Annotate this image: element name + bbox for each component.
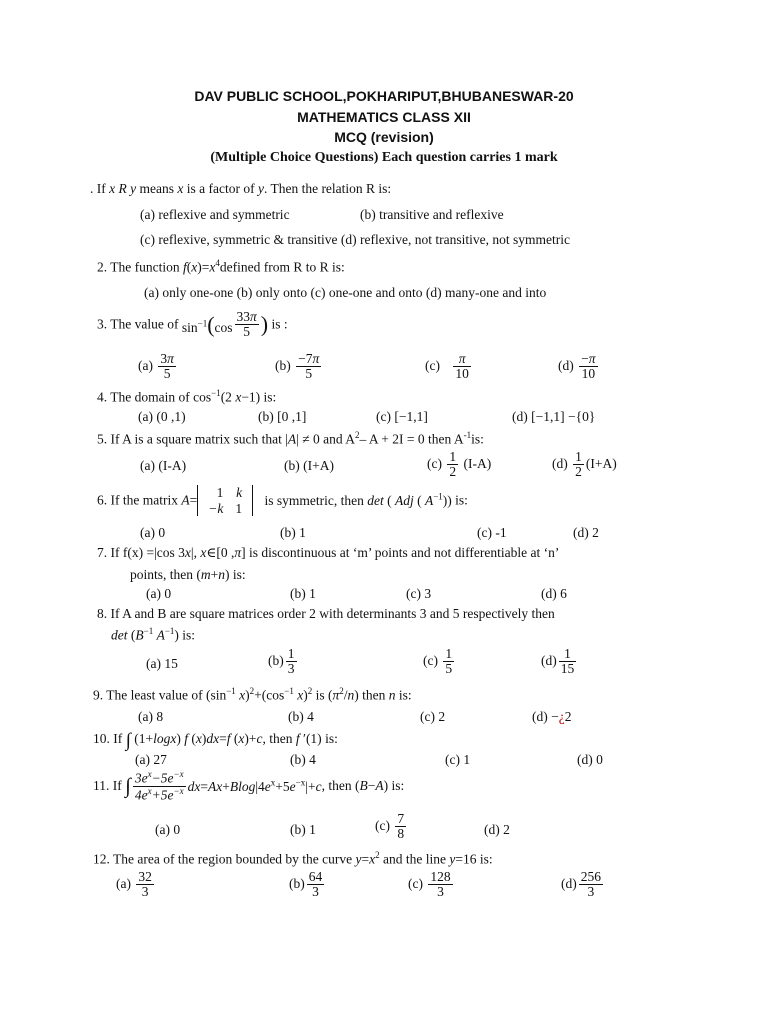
q8-option-c[interactable]: (c) $\frac{1}{5}$ <box>423 646 453 677</box>
q7-option-b[interactable]: (b) 1 <box>290 586 316 601</box>
q5-option-c[interactable]: (c) $\frac{1}{2}$ (I-A) <box>427 449 492 480</box>
q11-option-d[interactable]: (d) 2 <box>484 822 510 837</box>
q4-option-c[interactable]: (c) [−1,1] <box>376 409 428 424</box>
q8-option-b[interactable]: (b) $\frac{1}{3}$ <box>268 646 295 677</box>
q2-options[interactable]: (a) only one-one (b) only onto (c) one-one and onto (d) many-one and into <box>144 285 547 300</box>
q5-option-a[interactable]: (a) (I-A) <box>140 458 187 473</box>
q6-option-d[interactable]: (d) 2 <box>573 525 599 540</box>
q7-option-d[interactable]: (d) 6 <box>541 586 567 601</box>
question-3: 3. The value of $\sin^{-1}(\cos$ $\frac{33\pi}{5}$ ) is : <box>97 309 288 340</box>
q3-option-a[interactable]: (a) $\frac{3\pi}{5}$ <box>138 351 174 382</box>
question-2: 2. The function $f(x)=x^4defined$ from R to R is: <box>97 258 345 275</box>
q10-option-d[interactable]: (d) 0 <box>577 752 603 767</box>
q10-option-a[interactable]: (a) 27 <box>135 752 167 767</box>
question-6: 6. If the matrix A= 1 k −k 1 is symmetric, then det ( Adj ( $A^{-1}$)) is: <box>97 485 468 516</box>
question-10: 10. If ∫ (1+logx) f (x)dx=f (x)+c, then f ′(1) is: <box>93 730 338 751</box>
q7-option-c[interactable]: (c) 3 <box>406 586 432 601</box>
instructions: (Multiple Choice Questions) Each question carries 1 mark <box>210 150 558 165</box>
question-11: 11. If ∫ $\frac{3e^x-5e^{-x}}{4e^x+5e^{-x}}$ $dx=Ax+Blog|4e^x+5e^{-x}|+c$, then (B−A) is: <box>93 769 405 803</box>
q1-option-b[interactable]: (b) transitive and reflexive <box>360 207 504 222</box>
q10-option-c[interactable]: (c) 1 <box>445 752 471 767</box>
q11-option-a[interactable]: (a) 0 <box>155 822 181 837</box>
q12-option-d[interactable]: (d) $\frac{256}{3}$ <box>561 869 601 900</box>
test-title: MCQ (revision) <box>334 129 434 145</box>
q6-option-b[interactable]: (b) 1 <box>280 525 306 540</box>
q11-option-b[interactable]: (b) 1 <box>290 822 316 837</box>
q3-option-c[interactable]: (c) $\frac{\pi}{10}$ <box>425 351 469 382</box>
question-5: 5. If A is a square matrix such that |A| ≠ 0 and $A^2-$ A + 2I = 0 then $A^{-1}is$: <box>97 430 484 447</box>
q7-option-a[interactable]: (a) 0 <box>146 586 172 601</box>
q1-options-cd[interactable]: (c) reflexive, symmetric & transitive (d) reflexive, not transitive, not symmetric <box>140 232 570 247</box>
question-7: 7. If f(x) =|cos 3x|, x∈[0 ,π] is discontinuous at ‘m’ points and not differentiable at ‘n’ <box>97 545 560 560</box>
question-7-line2: points, then (m+n) is: <box>130 567 246 582</box>
q12-option-b[interactable]: (b) $\frac{64}{3}$ <box>289 869 323 900</box>
q3-option-b[interactable]: (b) $\frac{-7\pi}{5}$ <box>275 351 320 382</box>
q5-option-b[interactable]: (b) (I+A) <box>284 458 334 473</box>
school-name: DAV PUBLIC SCHOOL,POKHARIPUT,BHUBANESWAR-20 <box>194 88 574 104</box>
q5-option-d[interactable]: (d) $\frac{1}{2}$ (I+A) <box>552 449 617 480</box>
q4-option-a[interactable]: (a) (0 ,1) <box>138 409 186 424</box>
q6-option-c[interactable]: (c) -1 <box>477 525 507 540</box>
q4-option-b[interactable]: (b) [0 ,1] <box>258 409 307 424</box>
question-8: 8. If A and B are square matrices order 2 with determinants 3 and 5 respectively then <box>97 606 555 621</box>
q12-option-c[interactable]: (c) $\frac{128}{3}$ <box>408 869 451 900</box>
q6-option-a[interactable]: (a) 0 <box>140 525 166 540</box>
question-12: 12. The area of the region bounded by the curve $y=x^2$ and the line y=16 is: <box>93 850 493 867</box>
question-1: . If x R y means x is a factor of y. Then the relation R is: <box>90 181 392 196</box>
question-9: 9. The least value of ($\sin^{-1}$ $x)^2+(\cos^{-1}$ x)$^2$ is $(\pi^2/n)$ then n is: <box>93 686 412 703</box>
matrix-a: 1 k −k 1 <box>197 485 253 516</box>
q1-option-a[interactable]: (a) reflexive and symmetric <box>140 207 290 222</box>
q9-option-c[interactable]: (c) 2 <box>420 709 446 724</box>
q3-option-d[interactable]: (d) $\frac{-\pi}{10}$ <box>558 351 596 382</box>
q8-option-d[interactable]: (d) $\frac{1}{15}$ <box>541 646 575 677</box>
q9-option-b[interactable]: (b) 4 <box>288 709 314 724</box>
q4-option-d[interactable]: (d) [−1,1] −{0} <box>512 409 596 424</box>
q8-option-a[interactable]: (a) 15 <box>146 656 178 671</box>
q11-option-c[interactable]: (c) $\frac{7}{8}$ <box>375 811 405 842</box>
question-8-line2: $\det (B^{-1}$ $A^{-1}$) is: <box>111 626 196 643</box>
q9-option-a[interactable]: (a) 8 <box>138 709 164 724</box>
subject-title: MATHEMATICS CLASS XII <box>297 109 471 125</box>
q9-option-d[interactable]: (d) −¿2 <box>532 709 572 724</box>
q12-option-a[interactable]: (a) $\frac{32}{3}$ <box>116 869 152 900</box>
question-4: 4. The domain of $\cos^{-1}(2$ x−1) is: <box>97 388 277 405</box>
q10-option-b[interactable]: (b) 4 <box>290 752 316 767</box>
